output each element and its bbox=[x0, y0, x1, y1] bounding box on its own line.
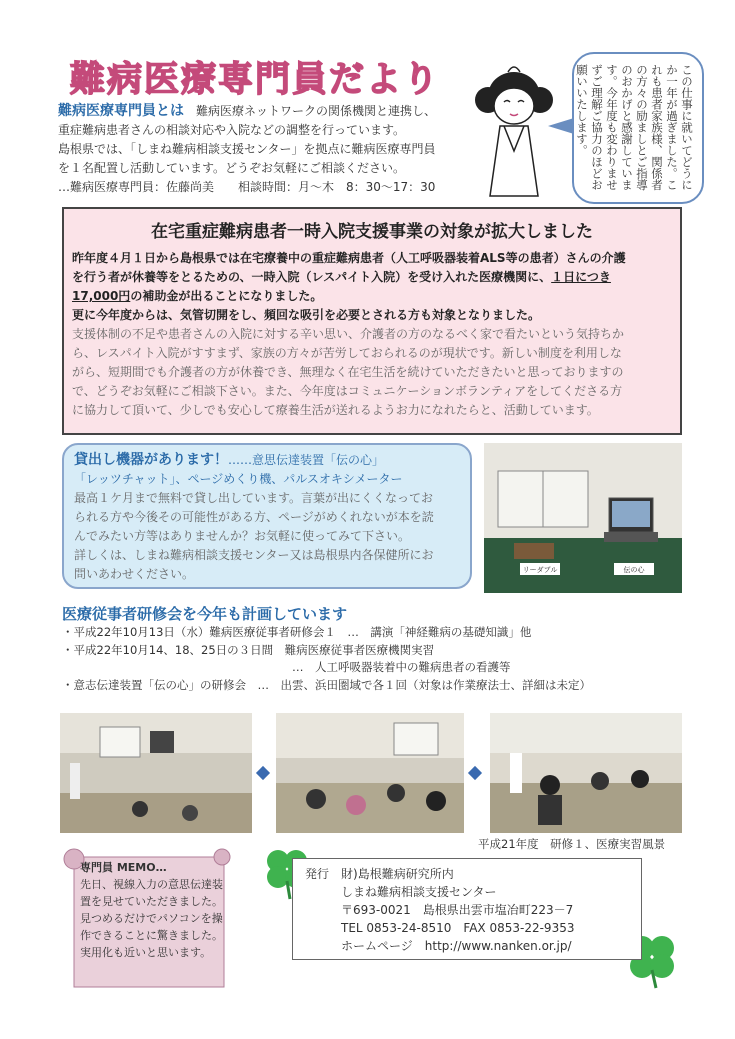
respite-p3-line: で、どうぞお気軽にご相談下さい。また、今年度はコミュニケーションボランティアをしてくださる方 bbox=[72, 384, 623, 398]
respite-p1e: の補助金が出ることになりました。 bbox=[130, 289, 323, 303]
publisher-phone: TEL 0853-24-8510 FAX 0853-22-9353 bbox=[341, 921, 575, 935]
training-photo-2 bbox=[276, 713, 464, 833]
training-list bbox=[62, 624, 702, 694]
respite-title: 在宅重症難病患者一時入院支援事業の対象が拡大しました bbox=[151, 222, 593, 242]
memo-line: 実用化も近いと思います。 bbox=[80, 946, 212, 959]
memo-box bbox=[62, 845, 232, 990]
lending-section bbox=[62, 443, 472, 589]
photo-label-left: リーダブル bbox=[522, 566, 558, 574]
lending-heading: 貸出し機器があります！ bbox=[74, 452, 228, 468]
publisher-org2: しまね難病相談支援センター bbox=[341, 885, 497, 899]
photo-label-right: 伝の心 bbox=[623, 566, 645, 574]
respite-p3-line: ら、レスパイト入院がすすまず、家族の方々が苦労しておられるのが現状です。新しい制度を利用しな bbox=[72, 346, 622, 360]
memo-line: 置を見せていただきました。 bbox=[80, 895, 223, 908]
publisher-address: 〒693-0021 島根県出雲市塩冶町223－7 bbox=[341, 903, 574, 917]
publisher-box bbox=[292, 858, 642, 960]
intro-line4: を１名配置し活動しています。どうぞお気軽にご相談ください。 bbox=[58, 161, 406, 175]
training-title: 医療従事者研修会を今年も計画しています bbox=[62, 605, 348, 623]
intro-section bbox=[58, 102, 488, 197]
publisher-org1: 財)島根難病研究所内 bbox=[341, 867, 454, 881]
bubble-text: この仕事に就いてどうにか一年が過ぎました。これも患者家族様、関係者の方々の励ましとご指導のおかげと感謝しています。今年度も変わりませずご理解ご協力のほどお願いいたします。 bbox=[575, 64, 694, 191]
lending-line: 詳しくは、しまね難病相談支援センター又は島根県内各保健所にお bbox=[74, 548, 434, 562]
intro-line1: 難病医療ネットワークの関係機関と連携し、 bbox=[196, 104, 437, 118]
lending-line: んでみたい方等はありませんか？お気軽に使ってみて下さい。 bbox=[74, 529, 411, 543]
publisher-web[interactable]: ホームページ http://www.nanken.or.jp/ bbox=[341, 939, 572, 953]
respite-p2: 更に今年度からは、気管切開をし、頻回な吸引を必要とされる方も対象となりました。 bbox=[72, 308, 541, 322]
lending-line: 問いあわせください。 bbox=[74, 567, 195, 581]
training-photo-3 bbox=[490, 713, 682, 833]
intro-line3: 島根県では、「しまね難病相談支援センター」を拠点に難病医療専門員 bbox=[58, 142, 436, 156]
lending-sub1: ……意思伝達装置「伝の心」 bbox=[228, 453, 385, 467]
respite-p3-line: がら、短期間でも介護者の方が休養でき、無理なく在宅生活を続けていただきたいと思っておりますの bbox=[72, 365, 624, 379]
respite-p1b: を行う者が休養等をとるための、一時入院（レスパイト入院）を受け入れた医療機関に、 bbox=[72, 270, 552, 284]
memo-heading: 専門員 MEMO… bbox=[80, 861, 167, 874]
respite-p3-line: 支援体制の不足や患者さんの入院に対する辛い思い、介護者の方のなるべく家で看たいという気持ちか bbox=[72, 327, 625, 341]
training-item: … 人工呼吸器装着中の難病患者の看護等 bbox=[62, 660, 511, 674]
diamond-divider-icon bbox=[468, 766, 482, 780]
page-title: 難病医療専門員だより bbox=[70, 60, 441, 100]
lending-line: られる方や今後その可能性がある方、ページがめくれないが本を読 bbox=[74, 510, 434, 524]
bubble-tail bbox=[548, 118, 574, 134]
publisher-label: 発行 bbox=[305, 867, 330, 881]
training-photo-1 bbox=[60, 713, 252, 833]
respite-p3-line: に協力して頂いて、少しでも安心して療養生活が送れるようお力になれたらと、活動しています。 bbox=[72, 403, 599, 417]
lending-sub2: 「レッツチャット」、ページめくり機、パルスオキシメーター bbox=[74, 472, 403, 486]
memo-line: 先日、視線入力の意思伝達装 bbox=[80, 878, 223, 891]
respite-subsidy: 17,000円 bbox=[72, 289, 131, 303]
training-item: ・意志伝達装置「伝の心」の研修会 … 出雲、浜田圏域で各１回（対象は作業療法士、詳細は未定） bbox=[62, 677, 591, 692]
memo-line: 見つめるだけでパソコンを操 bbox=[80, 912, 223, 925]
device-photo bbox=[484, 443, 682, 593]
diamond-divider-icon bbox=[256, 766, 270, 780]
intro-heading: 難病医療専門員とは bbox=[58, 103, 184, 119]
photo-caption: 平成21年度 研修１、医療実習風景 bbox=[478, 837, 666, 851]
training-item: ・平成22年10月13日（水）難病医療従事者研修会１ … 講演「神経難病の基礎知識」他 bbox=[62, 625, 532, 639]
lending-line: 最高１ケ月まで無料で貸し出しています。言葉が出にくくなってお bbox=[74, 491, 434, 505]
message-bubble bbox=[572, 52, 704, 204]
respite-p1a: 昨年度４月１日から島根県では在宅療養中の重症難病患者（人工呼吸器装着ALS等の患者）さんの介護 bbox=[72, 251, 626, 265]
staff-illustration bbox=[474, 56, 554, 206]
intro-line5: …難病医療専門員：佐藤尚美 相談時間：月〜木 8：30〜17：30 bbox=[58, 180, 436, 194]
respite-section bbox=[62, 207, 682, 435]
training-item: ・平成22年10月14、18、25日の３日間 難病医療従事者医療機関実習 bbox=[62, 642, 435, 657]
intro-line2: 重症難病患者さんの相談対応や入院などの調整を行っています。 bbox=[58, 123, 406, 137]
memo-line: 作できることに驚きました。 bbox=[80, 929, 223, 942]
respite-p1c: １日につき bbox=[551, 270, 611, 284]
